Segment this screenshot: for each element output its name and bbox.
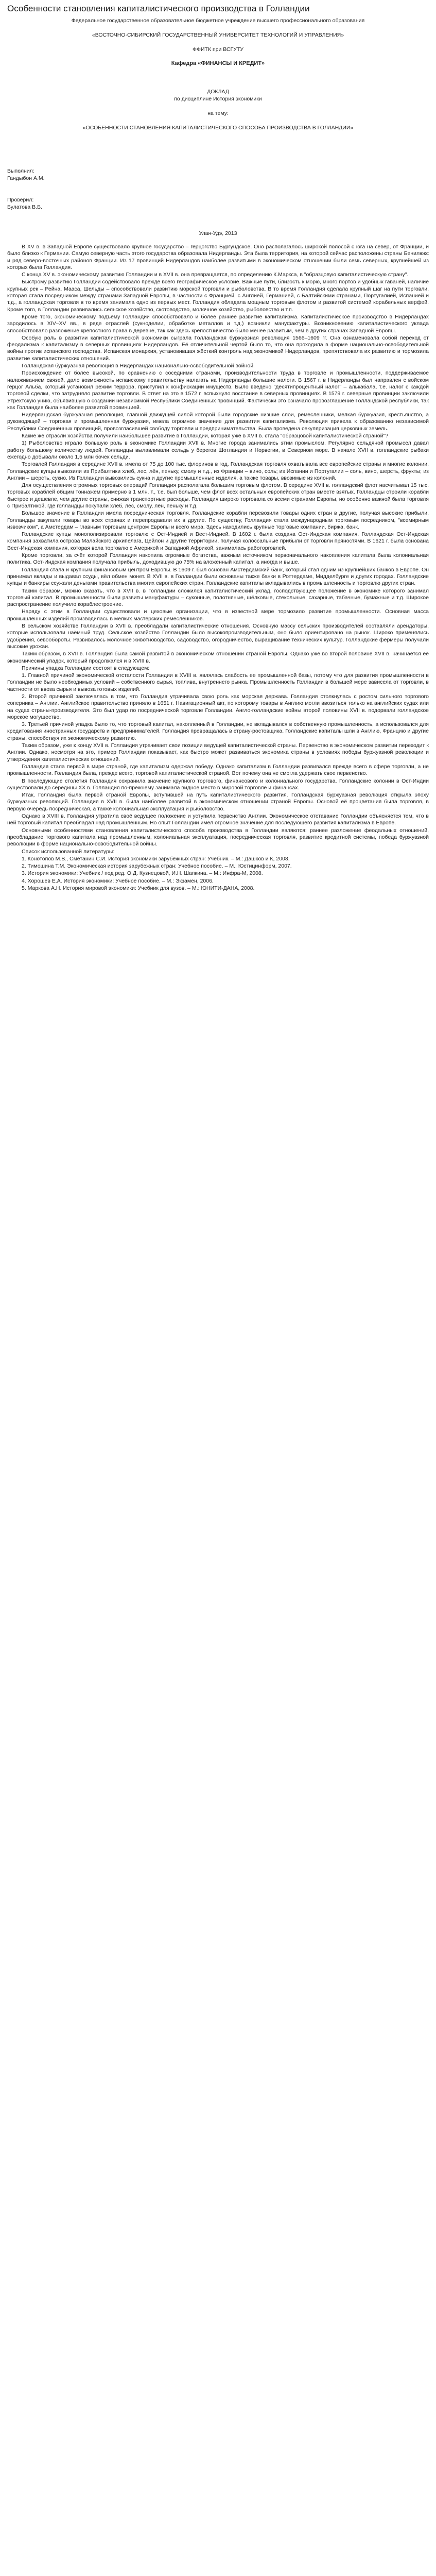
- body-paragraph: Нидерландская буржуазная революция, главной движущей силой которой были городские низшие слои, ремесленники, мелкая буржуазия, крестьянство, а руководящей – торговая и промышленная буржуазия, имела огромное значение для развития капитализма. Революция привела к образованию независимой Республики Соединённых провинций, провозгласившей свободу торговли и предпринимательства. Была проведена секуляризация церковных земель.: [7, 412, 429, 432]
- body-paragraph: 4. Хорошев Е.А. История экономики: Учебное пособие. – М.: Экзамен, 2006.: [22, 877, 214, 884]
- body-paragraph: Особую роль в развитии капиталистической экономики сыграла Голландская буржуазная революция 1566–1609 гг. Она ознаменовала собой переход от феодализма к капитализму в северных провинциях Нидерландов. Её отличительной чертой было то, что она проходила в форме национально-освободительной войны против испанского господства. Испанская монархия, установившая жёсткий контроль над экономикой Нидерландов, препятствовала их развитию и тормозила развитие капиталистических отношений.: [7, 334, 429, 362]
- body-paragraph: 2. Тимошина Т.М. Экономическая история зарубежных стран: Учебное пособие. – М.: Юстицинформ, 2007.: [22, 863, 292, 870]
- body-paragraph: В последующие столетия Голландия сохранила значение крупного торгового, финансового и колониального государства. Голландские колонии в Ост-Индии существовали до середины XX в. Голландия по-прежнему занимала видное место в мировой торговле и финансах.: [7, 777, 429, 791]
- body-paragraph: Таким образом, можно сказать, что в XVII в. в Голландии сложился капиталистический уклад, господствующее положение в экономике которого занимал торговый капитал. В промышленности были развиты мануфактуры – суконные, полотняные, шёлковые, стекольные, сахарные, табачные, бумажные и т.д. Широкое распространение получило кораблестроение.: [7, 587, 429, 608]
- body-paragraph: Быстрому развитию Голландии содействовало прежде всего географическое условие. Важные пути, близость к морю, много портов и удобных гаваней, наличие крупных рек – Рейна, Мааса, Шельды – способствовали развитию морской торговли и рыболовства. В то время Голландия сделала крупный шаг на пути торговли, которая стала посредником между странами Западной Европы, в частности с Францией, с Англией, Германией, с Балтийскими странами, Португалией, Испанией и т.д., а голландская торговля в то время занимала одно из первых мест. Голландия обладала мощным торговым флотом и развитой системой корабельных верфей. Кроме того, в Голландии развивались сельское хозяйство, скотоводство, молочное хозяйство, рыболовство и т.п.: [7, 279, 429, 313]
- document-title: Особенности становления капиталистического производства в Голландии: [7, 4, 310, 13]
- document-body: [7, 244, 429, 892]
- institute-line: ФФИТК при ВСГУТУ: [193, 46, 243, 53]
- body-paragraph: 1. Конотопов М.В., Сметанин С.И. История экономики зарубежных стран: Учебник. – М.: Дашков и К, 2008.: [22, 855, 290, 862]
- body-paragraph: 5. Маркова А.Н. История мировой экономики: Учебник для вузов. – М.: ЮНИТИ-ДАНА, 2008.: [22, 885, 255, 892]
- performed-label: Выполнил:: [7, 168, 34, 174]
- body-paragraph: Для осуществления огромных торговых операций Голландия располагала большим торговым флотом. В середине XVII в. голландский флот насчитывал 15 тыс. торговых кораблей общим тоннажем примерно в 1 млн. т., т.е. был больше, чем флот всех остальных европейских стран вместе взятых. Голландцы строили корабли быстрее и дешевле, чем другие страны, снижая транспортные расходы. Голландия широко торговала со всеми странами Европы, но особенно важной была торговля с Прибалтикой, где голландцы покупали хлеб, лес, смолу, лён, пеньку и т.д.: [7, 482, 429, 509]
- body-paragraph: Наряду с этим в Голландии существовали и цеховые организации, что в известной мере тормозило развитие промышленности. Основная масса промышленных изделий производилась в мелких мастерских ремесленников.: [7, 608, 429, 622]
- body-paragraph: Торговлей Голландия в середине XVII в. имела от 75 до 100 тыс. флоринов в год. Голландская торговля охватывала все европейские страны и многие колонии. Голландские купцы вывозили из Прибалтики хлеб, лес, лён, пеньку, смолу и т.д., из Франции – вино, соль; из Испании и Португалии – соль, вино, шерсть, фрукты; из Англии – шерсть, сукно. Из Голландии вывозились сукна и другие промышленные изделия, а также товары, ввозимые из колоний.: [7, 461, 429, 481]
- university-line: «ВОСТОЧНО-СИБИРСКИЙ ГОСУДАРСТВЕННЫЙ УНИВЕРСИТЕТ ТЕХНОЛОГИЙ И УПРАВЛЕНИЯ»: [92, 32, 344, 38]
- body-paragraph: Голландия стала и крупным финансовым центром Европы. В 1609 г. был основан Амстердамский банк, который стал одним из крупнейших банков в Европе. Он принимал вклады и выдавал ссуды, вёл обмен монет. В XVII в. в Голландии были основаны также банки в Роттердаме, Мидделбурге и других городах. Голландские купцы и банкиры ссужали деньгами правительства многих европейских стран. Голландские капиталы вкладывались в промышленность и торговлю других стран.: [7, 566, 429, 587]
- body-paragraph: Причины упадка Голландии состоят в следующем:: [22, 665, 150, 671]
- city-year: Улан-Удэ, 2013: [199, 230, 237, 236]
- body-paragraph: Список использованной литературы:: [22, 848, 115, 855]
- topic-line: «ОСОБЕННОСТИ СТАНОВЛЕНИЯ КАПИТАЛИСТИЧЕСКОГО СПОСОБА ПРОИЗВОДСТВА В ГОЛЛАНДИИ»: [82, 125, 354, 131]
- department-line: Кафедра «ФИНАНСЫ И КРЕДИТ»: [171, 60, 265, 66]
- body-paragraph: Кроме того, экономическому подъёму Голландии способствовало и более раннее развитие капитализма. Капиталистическое производство в Нидерландах зародилось в XIV–XV вв., в ряде отраслей (сукноделии, обработке металлов и т.д.) возникли мануфактуры. Возникновению капиталистического уклада способствовало разложение крепостного права в деревне, так как здесь крепостничество было менее развитым, чем в других странах Западной Европы.: [7, 313, 429, 334]
- discipline-line: по дисциплине История экономики: [174, 96, 262, 102]
- body-paragraph: Таким образом, уже к концу XVII в. Голландия утрачивает свои позиции ведущей капиталистической страны. Первенство в экономическом развитии переходит к Англии. Однако, несмотря на это, пример Голландии показывает, как быстро может развиваться экономика страны в условиях победы буржуазной революции и утверждения капиталистических отношений.: [7, 742, 429, 762]
- body-paragraph: Голландская буржуазная революция в Нидерландах национально-освободительной войной.: [22, 363, 255, 369]
- body-paragraph: Происхождение от более высокой, по сравнению с соседними странами, производительности труда в торговле и промышленности, поддерживаемое налаживанием связей, дало возможность испанскому правительству налагать на Нидерланды большие налоги. В 1567 г. в Нидерланды был направлен с войском герцог Альба, который установил режим террора, приступил к конфискации имуществ. Было введено "десятипроцентный налог" – алькабала, т.е. налог с каждой торговой сделки, что затрудняло развитие торговли. В ответ на это в 1572 г. вспыхнуло восстание в северных провинциях. В 1579 г. северные провинции заключили Утрехтскую унию, объявившую о создании независимой Республики Соединённых провинций. Фактически это означало провозглашение Голландской республики, так как Голландия была наиболее развитой провинцией.: [7, 370, 429, 411]
- body-paragraph: Голландские купцы монополизировали торговлю с Ост-Индией и Вест-Индией. В 1602 г. была создана Ост-Индская компания. Голландская Ост-Индская компания захватила острова Малайского архипелага, Цейлон и другие территории, получая колоссальные прибыли от торговли пряностями. В 1621 г. была основана Вест-Индская компания, которая вела торговлю с Америкой и Западной Африкой, занималась работорговлей.: [7, 531, 429, 551]
- body-paragraph: Однако в XVIII в. Голландия утратила своё ведущее положение и уступила первенство Англии. Экономическое отставание Голландии объясняется тем, что в ней торговый капитал преобладал над промышленным. Но опыт Голландии имел огромное значение для последующего развития капитализма в Европе.: [7, 813, 429, 826]
- body-paragraph: Таким образом, в XVII в. Голландия была самой развитой в экономическом отношении страной Европы. Однако уже во второй половине XVII в. начинается её экономический упадок, который продолжался и в XVIII в.: [7, 651, 429, 664]
- body-paragraph: 1. Главной причиной экономической отсталости Голландии в XVIII в. являлась слабость ее промышленной базы, потому что для развития промышленности в Голландии не было необходимых условий – собственного сырья, топлива, внутреннего рынка. Промышленность Голландии в большей мере зависела от торговли, в частности от ввоза сырья и вывоза готовых изделий.: [7, 672, 429, 692]
- agency-line: Федеральное государственное образовательное бюджетное учреждение высшего профессионального образования: [71, 18, 365, 24]
- work-title-block: [7, 88, 429, 131]
- body-paragraph: 3. Третьей причиной упадка было то, что торговый капитал, накопленный в Голландии, не вкладывался в собственную промышленность, а использовался для кредитования иностранных государств и предпринимателей. Голландия превращалась в страну-ростовщика. Голландские капиталы шли в Англию, Францию и другие страны, способствуя их экономическому развитию.: [7, 721, 429, 741]
- checked-label: Проверил:: [7, 197, 34, 203]
- topic-label: на тему:: [207, 110, 229, 116]
- title-page: [7, 17, 429, 236]
- body-paragraph: В XV в. в Западной Европе существовало крупное государство – герцогство Бургундское. Оно располагалось широкой полосой с юга на север, от Франции, и было близко к Германии. Самую северную часть этого государства образовала Нидерланды. Эта была территория, на которой сейчас расположены страны Бенилюкс и ряд северо-восточных районов Франции. Из 17 провинций Нидерландов наиболее развитыми в экономическом отношении были семь северных, крупнейшей из которых была Голландия.: [7, 244, 429, 270]
- body-paragraph: С конца XV в. экономическому развитию Голландии и в XVII в. она превращается, по определению К.Маркса, в "образцовую капиталистическую страну".: [22, 272, 409, 278]
- body-paragraph: 2. Второй причиной заключалась в том, что Голландия утрачивала свою роль как морская держава. Голландия столкнулась с ростом сильного торгового соперника – Англии. Английское правительство приняло в 1651 г. Навигационный акт, по которому товары в Англию могли ввозиться только на английских судах или на судах страны-производителя. Это был удар по посреднической торговле Голландии. Англо-голландские войны второй половины XVII в. подорвали голландское морское могущество.: [7, 693, 429, 720]
- body-paragraph: 3. История экономики: Учебник / под ред. О.Д. Кузнецовой, И.Н. Шапкина. – М.: Инфра-М, 2008.: [22, 870, 263, 877]
- checked-name: Булатова В.Б.: [7, 204, 42, 210]
- work-type: ДОКЛАД: [207, 89, 229, 95]
- body-paragraph: Итак, Голландия была первой страной Европы, вступившей на путь капиталистического развития. Голландская буржуазная революция открыла эпоху буржуазных революций. Голландия в XVII в. была наиболее развитой в экономическом отношении страной Европы. Основой её процветания была торговля, в первую очередь посредническая, а также колониальная эксплуатация и рыболовство.: [7, 792, 429, 812]
- body-paragraph: Кроме торговли, за счёт которой Голландия накопила огромные богатства, важным источником первоначального накопления капитала была колониальная политика. Ост-Индская компания получала прибыль, доходившую до 75% на вложенный капитал, а иногда и выше.: [7, 552, 429, 566]
- body-paragraph: 1) Рыболовство играло большую роль в экономике Голландии XVII в. Многие города занимались этим промыслом. Регулярно сельдяной промысел давал работу большому количеству людей. Голландцы вылавливали сельдь у берегов Шотландии и Норвегии, в Северном море. В начале XVII в. голландские рыбаки ежегодно добывали около 1,5 млн бочек сельди.: [7, 440, 429, 460]
- body-paragraph: Голландия стала первой в мире страной, где капитализм одержал победу. Однако капитализм в Голландии развивался прежде всего в сфере торговли, а не промышленности. Голландия была, прежде всего, торговой капиталистической страной. Вот почему она не смогла удержать свое первенство.: [7, 763, 429, 777]
- body-paragraph: Основными особенностями становления капиталистического способа производства в Голландии являются: раннее разложение феодальных отношений, преобладание торгового капитала над промышленным, колониальная эксплуатация, посредническая торговля, развитие кредитной системы, победа буржуазной революции в форме национально-освободительной войны.: [7, 827, 429, 848]
- body-paragraph: Большое значение в Голландии имела посредническая торговля. Голландские корабли перевозили товары одних стран в другие, получая высокие прибыли. Голландцы закупали товары во всех странах и перепродавали их в другие. По существу, Голландия стала международным торговым посредником, "всемирным извозчиком", а Амстердам – главным торговым центром Европы и всего мира. Здесь находились крупные торговые компании, биржа, банк.: [7, 510, 429, 530]
- body-paragraph: В сельском хозяйстве Голландии в XVII в. преобладали капиталистические отношения. Основную массу сельских производителей составляли арендаторы, которые использовали наёмный труд. Сельское хозяйство Голландии было высокопроизводительным, оно было ориентировано на рынок. Широко применялись удобрения, севообороты. Развивалось молочное животноводство, садоводство, огородничество, выращивание технических культур. Голландские фермеры получали высокие урожаи.: [7, 623, 429, 650]
- performed-name: Гандыбон А.М.: [7, 175, 45, 181]
- body-paragraph: Какие же отрасли хозяйства получили наибольшее развитие в Голландии, которая уже в XVII в. стала "образцовой капиталистической страной"?: [22, 433, 389, 439]
